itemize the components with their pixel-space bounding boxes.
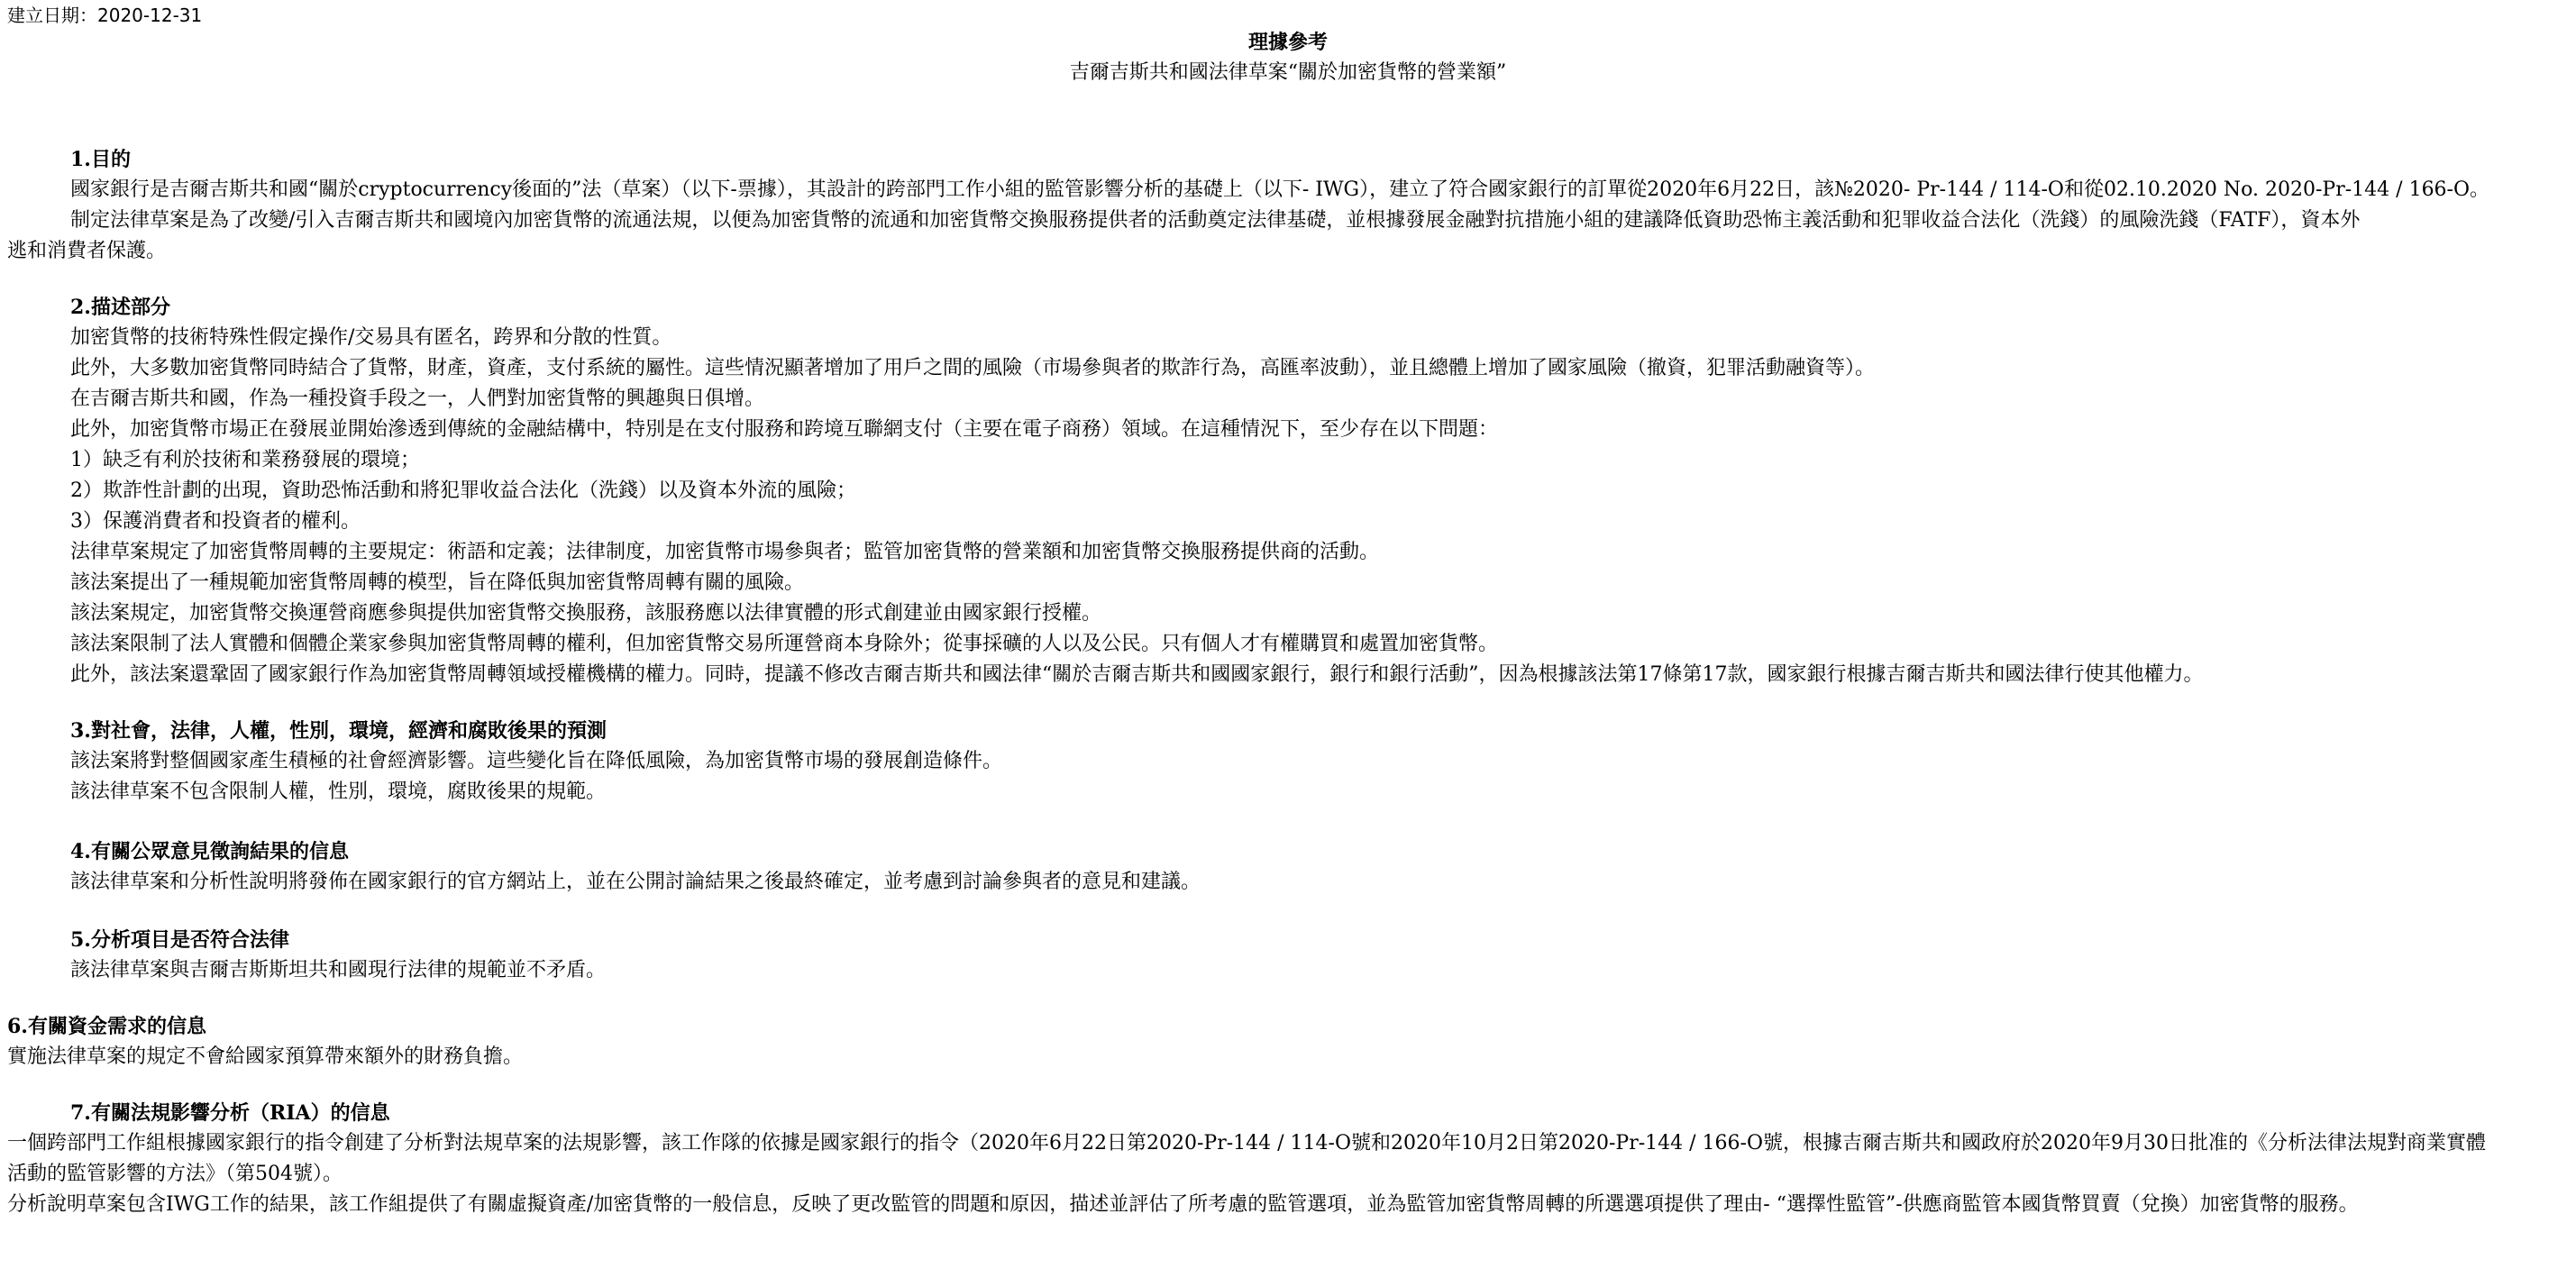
paragraph: 該法案規定，加密貨幣交換運營商應參與提供加密貨幣交換服務，該服務應以法律實體的形式創建並由國家銀行授權。 <box>70 602 1102 625</box>
section-heading: 7.有關法規影響分析（RIA）的信息 <box>70 1101 390 1125</box>
paragraph: 制定法律草案是為了改變/引入吉爾吉斯共和國境內加密貨幣的流通法規，以便為加密貨幣的流通和加密貨幣交換服務提供者的活動奠定法律基礎，並根據發展金融對抗措施小組的建議降低資助恐怖主義活動和犯罪收益合法化（洗錢）的風險洗錢（FATF），資本外 <box>70 209 2361 232</box>
section-ria <box>70 1098 2576 1128</box>
document-subtitle: 吉爾吉斯共和國法律草案“關於加密貨幣的營業額” <box>1069 61 1507 84</box>
paragraph: 該法律草案和分析性說明將發佈在國家銀行的官方網站上，並在公開討論結果之後最終確定，並考慮到討論參與者的意見和建議。 <box>70 871 1201 893</box>
section-heading: 6.有關資金需求的信息 <box>7 1015 206 1038</box>
list-item: 2）欺詐性計劃的出現，資助恐怖活動和將犯罪收益合法化（洗錢）以及資本外流的風險； <box>70 479 857 502</box>
section-impact-forecast <box>70 716 2576 808</box>
paragraph: 該法律草案不包含限制人權，性別，環境，腐敗後果的規範。 <box>70 780 607 803</box>
paragraph: 該法案將對整個國家產生積極的社會經濟影響。這些變化旨在降低風險，為加密貨幣市場的發展創造條件。 <box>70 750 1003 772</box>
paragraph: 一個跨部門工作組根據國家銀行的指令創建了分析對法規草案的法規影響，該工作隊的依據是國家銀行的指令（2020年6月22日第2020-Pr-144 / 114-O號和2020年10月2日第2020-Pr-144 / 166-O號，根據吉爾吉斯共和國政府於2020年9月30日批准的《分析法律法規對商業實體 <box>7 1132 2486 1155</box>
section-heading: 5.分析項目是否符合法律 <box>70 928 289 952</box>
section-heading: 4.有關公眾意見徵詢結果的信息 <box>70 840 349 863</box>
paragraph: 該法案限制了法人實體和個體企業家參與加密貨幣周轉的權利，但加密貨幣交易所運營商本身除外；從事採礦的人以及公民。只有個人才有權購買和處置加密貨幣。 <box>70 633 1499 655</box>
paragraph: 該法案提出了一種規範加密貨幣周轉的模型，旨在降低與加密貨幣周轉有關的風險。 <box>70 571 805 594</box>
paragraph: 實施法律草案的規定不會給國家預算帶來額外的財務負擔。 <box>7 1045 524 1068</box>
paragraph: 法律草案規定了加密貨幣周轉的主要規定：術語和定義；法律制度，加密貨幣市場參與者；監管加密貨幣的營業額和加密貨幣交換服務提供商的活動。 <box>70 541 1380 563</box>
section-description <box>70 292 2576 690</box>
list-item: 3）保護消費者和投資者的權利。 <box>70 510 361 533</box>
paragraph: 分析說明草案包含IWG工作的結果，該工作組提供了有關虛擬資產/加密貨幣的一般信息，反映了更改監管的問題和原因，描述並評估了所考慮的監管選項，並為監管加密貨幣周轉的所選選項提供了理由- “選擇性監管”-供應商監管本國貨幣買賣（兌換）加密貨幣的服務。 <box>7 1193 2359 1216</box>
section-ria-body <box>7 1128 2576 1220</box>
section-heading: 3.對社會，法律，人權，性別，環境，經濟和腐敗後果的預測 <box>70 719 607 743</box>
list-item: 1）缺乏有利於技術和業務發展的環境； <box>70 449 420 471</box>
section-heading: 1.目的 <box>70 148 131 171</box>
paragraph: 加密貨幣的技術特殊性假定操作/交易具有匿名，跨界和分散的性質。 <box>70 326 672 349</box>
section-heading: 2.描述部分 <box>70 296 170 319</box>
section-funding <box>7 1011 2576 1072</box>
section-public-consultation <box>70 836 2576 898</box>
paragraph: 此外，該法案還鞏固了國家銀行作為加密貨幣周轉領域授權機構的權力。同時，提議不修改吉爾吉斯共和國法律“關於吉爾吉斯共和國國家銀行，銀行和銀行活動”，因為根據該法第17條第17款，國家銀行根據吉爾吉斯共和國法律行使其他權力。 <box>70 663 2204 686</box>
paragraph: 此外，大多數加密貨幣同時結合了貨幣，財產，資產，支付系統的屬性。這些情況顯著增加了用戶之間的風險（市場參與者的欺詐行為，高匯率波動），並且總體上增加了國家風險（撤資，犯罪活動融資等）。 <box>70 357 1876 379</box>
created-date: 建立日期：2020-12-31 <box>7 5 203 26</box>
paragraph: 此外，加密貨幣市場正在發展並開始滲透到傳統的金融結構中，特別是在支付服務和跨境互聯網支付（主要在電子商務）領域。在這種情況下，至少存在以下問題： <box>70 418 1499 441</box>
paragraph: 在吉爾吉斯共和國，作為一種投資手段之一，人們對加密貨幣的興趣與日俱增。 <box>70 388 765 410</box>
section-legal-compliance <box>70 925 2576 986</box>
paragraph: 國家銀行是吉爾吉斯共和國“關於cryptocurrency後面的”法（草案）（以下-票據），其設計的跨部門工作小組的監管影響分析的基礎上（以下- IWG），建立了符合國家銀行的訂單從2020年6月22日，該№2020- Pr-144 / 114-O和從02.10.2020 No. 2020-Pr-144 / 166-O。 <box>70 178 2490 201</box>
document-title: 理據參考 <box>1247 31 1328 54</box>
paragraph-continuation: 活動的監管影響的方法》（第504號）。 <box>7 1163 343 1185</box>
paragraph: 該法律草案與吉爾吉斯斯坦共和國現行法律的規範並不矛盾。 <box>70 959 607 981</box>
section-purpose <box>70 144 2576 236</box>
paragraph-continuation: 逃和消費者保護。 <box>7 240 167 262</box>
